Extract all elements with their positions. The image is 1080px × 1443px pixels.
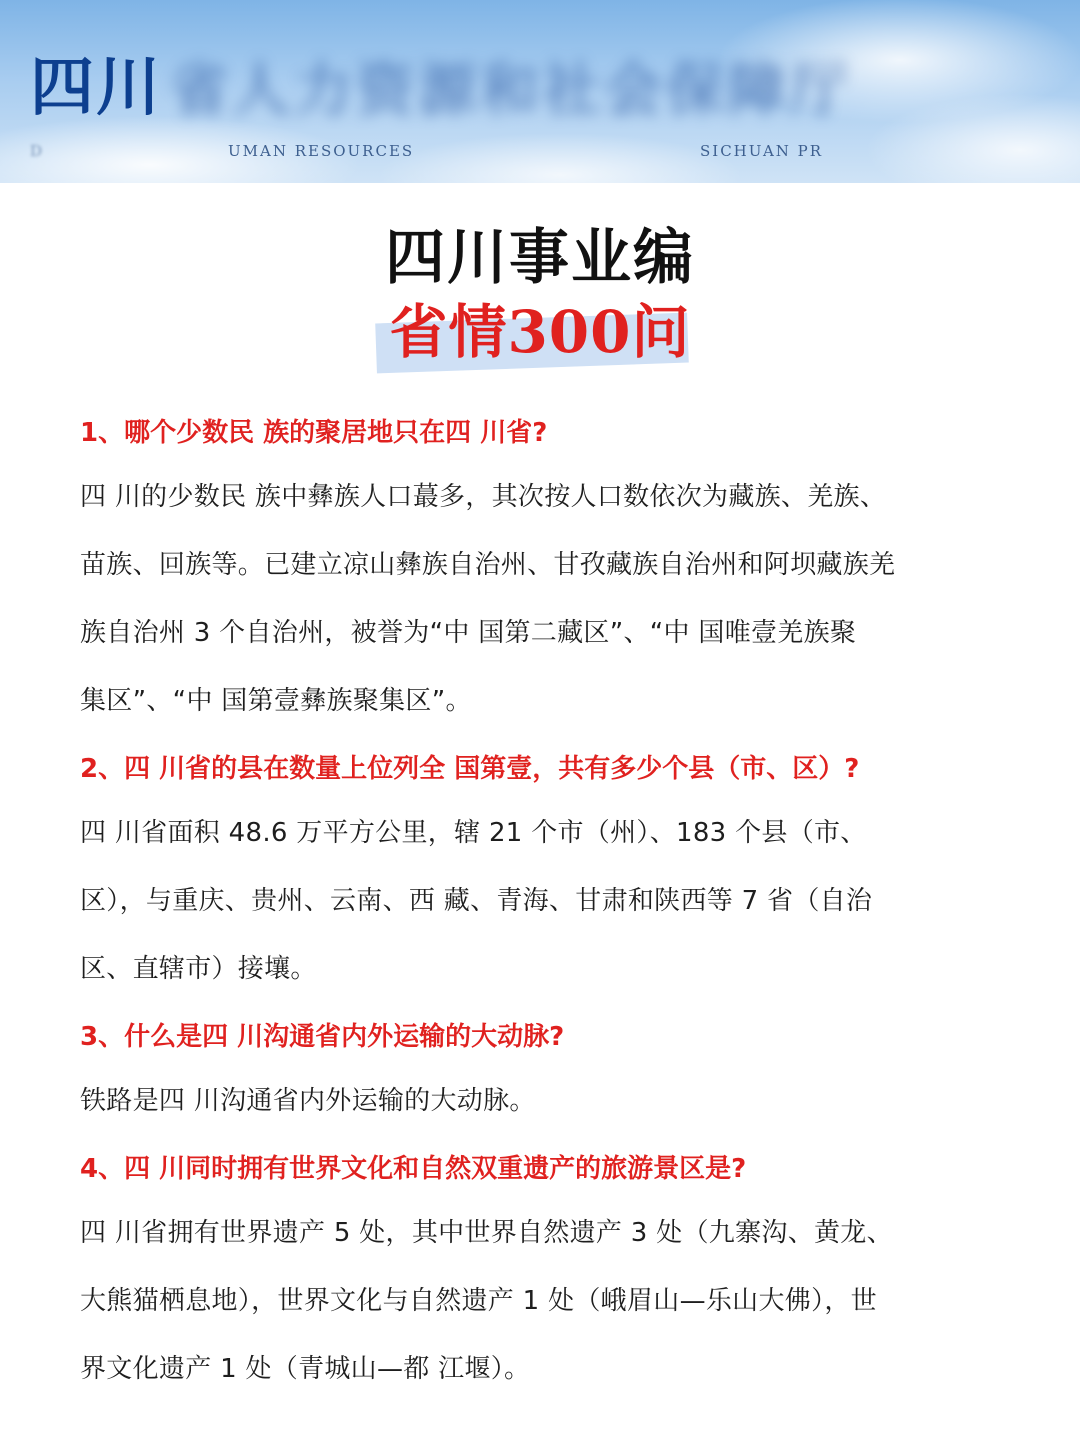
- qa-item: [80, 1141, 1020, 1403]
- page-subtitle: 省情300问: [389, 298, 691, 366]
- banner-english-fragment-left: D: [30, 142, 45, 160]
- answer-line: 大熊猫栖息地），世界文化与自然遗产 1 处（峨眉山—乐山大佛），世: [80, 1286, 877, 1316]
- question: 3、什么是四 川沟通省内外运输的大动脉?: [80, 1022, 565, 1052]
- answer-line: 区、直辖市）接壤。: [80, 954, 317, 984]
- answer: [80, 799, 1020, 1003]
- answer: [80, 1199, 1020, 1403]
- question: 1、哪个少数民 族的聚居地只在四 川省?: [80, 418, 548, 448]
- answer-line: 区），与重庆、贵州、云南、西 藏、青海、甘肃和陕西等 7 省（自治: [80, 886, 873, 916]
- banner-org-name-blurred: 省人力资源和社会保障厅: [170, 56, 853, 124]
- qa-list: [80, 405, 1020, 1409]
- question: 4、四 川同时拥有世界文化和自然双重遗产的旅游景区是?: [80, 1154, 747, 1184]
- answer-line: 铁路是四 川沟通省内外运输的大动脉。: [80, 1086, 536, 1116]
- answer-line: 苗族、回族等。已建立凉山彝族自治州、甘孜藏族自治州和阿坝藏族羌: [80, 550, 896, 580]
- qa-item: [80, 405, 1020, 735]
- banner-english-fragment-middle: UMAN RESOURCES: [228, 142, 415, 160]
- question: 2、四 川省的县在数量上位列全 国第壹，共有多少个县（市、区）?: [80, 754, 860, 784]
- banner-brand: 四川: [30, 50, 162, 125]
- answer-line: 四 川省拥有世界遗产 5 处，其中世界自然遗产 3 处（九寨沟、黄龙、: [80, 1218, 893, 1248]
- answer: [80, 463, 1020, 735]
- banner-english-fragment-right: SICHUAN PR: [700, 142, 824, 160]
- answer: [80, 1067, 1020, 1135]
- answer-line: 四 川省面积 48.6 万平方公里，辖 21 个市（州）、183 个县（市、: [80, 818, 867, 848]
- answer-line: 界文化遗产 1 处（青城山—都 江堰）。: [80, 1354, 531, 1384]
- qa-item: [80, 1009, 1020, 1135]
- page-title: 四川事业编: [385, 223, 695, 293]
- answer-line: 四 川的少数民 族中彝族人口蕞多，其次按人口数依次为藏族、羌族、: [80, 482, 887, 512]
- qa-item: [80, 741, 1020, 1003]
- header-banner: [0, 0, 1080, 183]
- answer-line: 族自治州 3 个自治州，被誉为“中 国第二藏区”、“中 国唯壹羌族聚: [80, 618, 857, 648]
- answer-line: 集区”、“中 国第壹彝族聚集区”。: [80, 686, 472, 716]
